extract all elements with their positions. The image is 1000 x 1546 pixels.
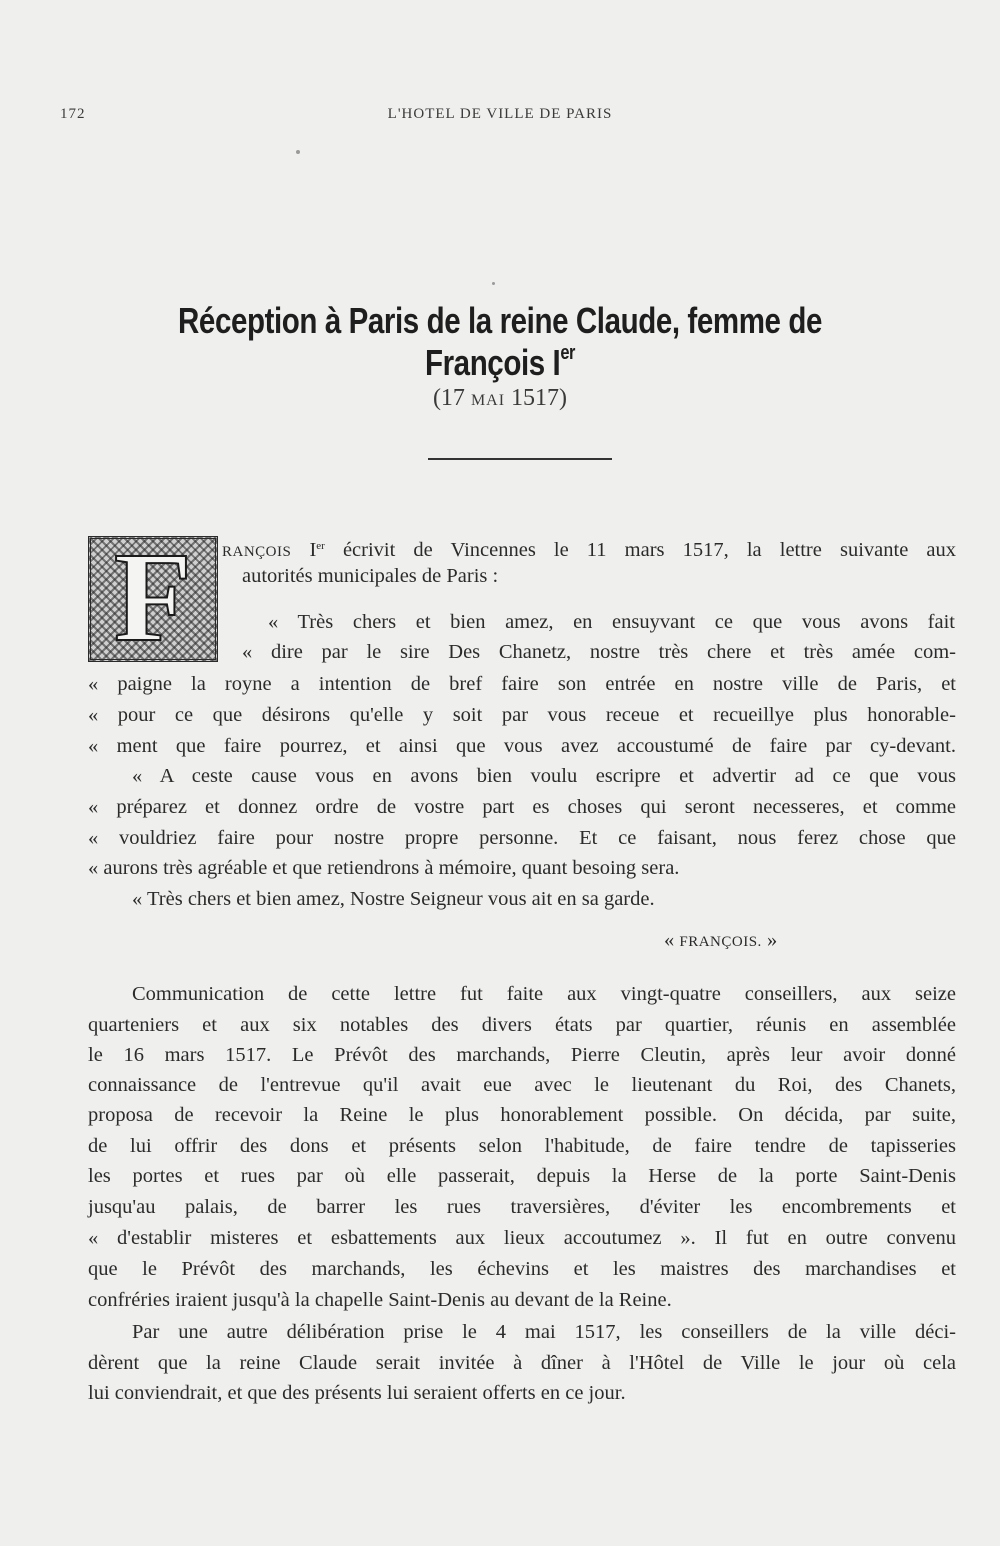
intro-rest: écrivit de Vincennes le 11 mars 1517, la lettre suivante aux: [324, 539, 956, 561]
chapter-date-close: 1517): [505, 385, 568, 411]
intro-superscript: er: [316, 540, 325, 552]
page-number: 172: [60, 106, 86, 122]
letter-line: « ment que faire pourrez, et ainsi que vous avez accoustumé de faire par cy-devant.: [88, 735, 956, 757]
body-line: le 16 mars 1517. Le Prévôt des marchands, Pierre Cleutin, après leur avoir donné: [88, 1044, 956, 1066]
chapter-date-month: MAI: [470, 392, 506, 409]
letter-line: « Très chers et bien amez, Nostre Seigneur vous ait en sa garde.: [132, 888, 655, 910]
letter-intro-line-1: [222, 534, 956, 564]
speck-mark: [296, 150, 300, 154]
letter-line: « préparez et donnez ordre de vostre part es choses qui seront necesseres, et comme: [88, 796, 956, 818]
body-line: jusqu'au palais, de barrer les rues traversières, d'éviter les encombrements et: [88, 1196, 956, 1218]
letter-signature: [664, 928, 777, 954]
letter-line: « A ceste cause vous en avons bien voulu escripre et advertir ad ce que vous: [132, 765, 956, 787]
body-line: lui conviendrait, et que des présents lui seraient offerts en ce jour.: [88, 1382, 626, 1404]
signature-close: »: [761, 929, 778, 951]
speck-mark: [492, 282, 495, 285]
body-line: que le Prévôt des marchands, les échevins et les maistres des marchandises et: [88, 1258, 956, 1280]
body-line: de lui offrir des dons et présents selon l'habitude, de faire tendre de tapisseries: [88, 1135, 956, 1157]
body-line: les portes et rues par où elle passerait, depuis la Herse de la porte Saint-Denis: [88, 1165, 956, 1187]
letter-line: « paigne la royne a intention de bref faire son entrée en nostre ville de Paris, et: [88, 673, 956, 695]
chapter-date-open: (17: [432, 385, 471, 411]
chapter-title: [139, 300, 861, 384]
intro-roman-numeral: I: [291, 539, 317, 561]
letter-line: « dire par le sire Des Chanetz, nostre très chere et très amée com-: [242, 641, 956, 663]
letter-line: « vouldriez faire pour nostre propre personne. Et ce faisant, nous ferez chose que: [88, 827, 956, 849]
letter-line: « aurons très agréable et que retiendrons à mémoire, quant besoing sera.: [88, 857, 680, 879]
letter-line: « Très chers et bien amez, en ensuyvant ce que vous avons fait: [268, 611, 955, 633]
body-line: dèrent que la reine Claude serait invitée à dîner à l'Hôtel de Ville le jour où cela: [88, 1352, 956, 1374]
body-line: Communication de cette lettre fut faite aux vingt-quatre conseillers, aux seize: [132, 983, 956, 1005]
title-rule: [428, 458, 612, 460]
running-head: [60, 106, 940, 130]
intro-smallcaps-word: RANÇOIS: [222, 544, 292, 560]
drop-cap-letter: F: [113, 526, 193, 668]
body-line: connaissance de l'entrevue qu'il avait eue avec le lieutenant du Roi, des Chanets,: [88, 1074, 956, 1096]
body-line: confréries iraient jusqu'à la chapelle Saint-Denis au devant de la Reine.: [88, 1289, 672, 1311]
body-line: quarteniers et aux six notables des divers états par quartier, réunis en assemblée: [88, 1014, 956, 1036]
letter-intro-line-2: autorités municipales de Paris :: [242, 565, 499, 587]
body-line: Par une autre délibération prise le 4 mai 1517, les conseillers de la ville déci-: [132, 1321, 956, 1343]
chapter-title-superscript: er: [560, 342, 576, 364]
signature-name: FRANÇOIS.: [679, 934, 762, 950]
letter-line: « pour ce que désirons qu'elle y soit par vous receue et recueillye plus honorable-: [88, 704, 956, 726]
chapter-date: [0, 385, 1000, 412]
signature-open: «: [664, 929, 680, 951]
drop-cap-ornament: [88, 526, 218, 668]
running-title: L'HOTEL DE VILLE DE PARIS: [387, 106, 613, 122]
body-line: proposa de recevoir la Reine le plus honorablement possible. On décida, par suite,: [88, 1104, 956, 1126]
chapter-title-text: Réception à Paris de la reine Claude, femme de François I: [178, 300, 822, 383]
body-line: « d'establir misteres et esbattements aux lieux accoutumez ». Il fut en outre convenu: [88, 1227, 956, 1249]
